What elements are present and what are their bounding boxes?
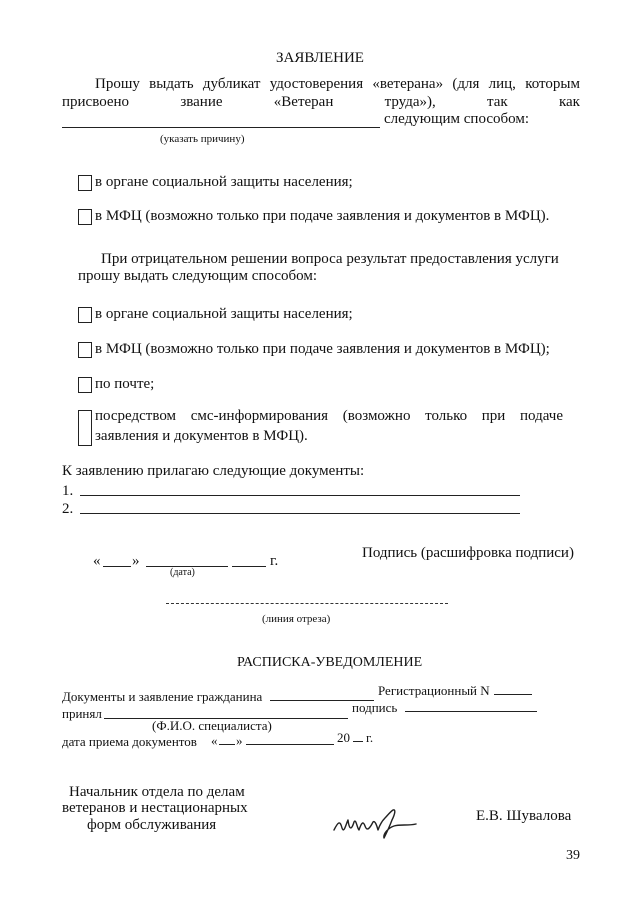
receipt-year-input[interactable]: [353, 741, 363, 742]
option-social-protection-label: в органе социальной защиты населения;: [95, 174, 353, 190]
cut-line: [166, 603, 448, 604]
attachment-input-2[interactable]: [80, 513, 520, 514]
footer-signer-name: Е.В. Шувалова: [476, 808, 572, 824]
receipt-date-label: дата приема документов: [62, 734, 197, 749]
intro-word: которым: [525, 76, 580, 92]
attachment-input-1[interactable]: [80, 495, 520, 496]
intro-word: звание: [180, 94, 223, 110]
neg-option-social-protection-label: в органе социальной защиты населения;: [95, 306, 353, 322]
sms-word: смс-информирования: [190, 408, 329, 424]
sms-word: (возможно: [342, 408, 411, 424]
attachments-heading: К заявлению прилагаю следующие документы:: [62, 463, 365, 479]
intro-line-1: [95, 76, 580, 93]
receipt-quote-open: «: [211, 733, 218, 748]
cut-line-caption: (линия отреза): [262, 613, 331, 625]
negative-intro-line-2: прошу выдать следующим способом:: [78, 268, 318, 284]
intro-word: выдать: [149, 76, 194, 92]
receipt-title: РАСПИСКА-УВЕДОМЛЕНИЕ: [237, 655, 423, 670]
checkbox-social-protection[interactable]: [78, 175, 92, 191]
intro-word: Прошу: [95, 76, 140, 92]
receipt-month-input[interactable]: [246, 744, 334, 745]
checkbox-neg-sms[interactable]: [78, 410, 92, 446]
date-caption: (дата): [170, 567, 195, 578]
reason-caption: (указать причину): [160, 133, 245, 145]
date-quote-open: «: [93, 553, 101, 569]
intro-word: дубликат: [202, 76, 261, 92]
document-title: ЗАЯВЛЕНИЕ: [276, 50, 364, 66]
receipt-signature-input[interactable]: [405, 711, 537, 712]
receipt-accepted-label: принял: [62, 706, 102, 721]
neg-option-sms-line-1: [95, 408, 563, 425]
receipt-reg-label: Регистрационный N: [378, 683, 490, 698]
receipt-quote-close: »: [236, 733, 243, 748]
intro-word: присвоено: [62, 94, 130, 110]
footer-position-line-1: Начальник отдела по делам: [69, 784, 245, 800]
checkbox-neg-mfc[interactable]: [78, 342, 92, 358]
receipt-year-prefix: 20: [337, 730, 350, 745]
neg-option-sms-line-2: заявления и документов в МФЦ).: [95, 428, 308, 444]
receipt-docs-label: Документы и заявление гражданина: [62, 689, 263, 704]
attachment-number-2: 2.: [62, 501, 74, 517]
negative-intro-line-1: При отрицательном решении вопроса результат предоставления услуги: [101, 251, 559, 267]
intro-word: «ветерана»: [372, 76, 444, 92]
receipt-year-suffix: г.: [366, 730, 374, 745]
intro-word: как: [558, 94, 580, 110]
sms-word: подаче: [520, 408, 563, 424]
intro-word: «Ветеран: [273, 94, 334, 110]
sms-word: только: [425, 408, 468, 424]
attachment-number-1: 1.: [62, 483, 74, 499]
intro-word: лиц,: [488, 76, 516, 92]
intro-line-3-tail: следующим способом:: [384, 111, 529, 127]
receipt-day-input[interactable]: [219, 744, 235, 745]
date-year-input[interactable]: [232, 566, 266, 567]
neg-option-mfc-label: в МФЦ (возможно только при подаче заявления и документов в МФЦ);: [95, 341, 550, 357]
intro-word: так: [487, 94, 508, 110]
date-year-suffix: г.: [270, 553, 279, 569]
receipt-signature-label: подпись: [352, 700, 398, 715]
option-mfc-label: в МФЦ (возможно только при подаче заявления и документов в МФЦ).: [95, 208, 550, 224]
date-day-input[interactable]: [103, 566, 131, 567]
date-quote-close: »: [132, 553, 140, 569]
intro-word: (для: [452, 76, 480, 92]
handwritten-signature: [330, 806, 426, 840]
footer-position-line-2: ветеранов и нестационарных: [62, 800, 248, 816]
intro-word: удостоверения: [269, 76, 364, 92]
page-number: 39: [566, 848, 580, 863]
intro-word: труда»),: [384, 94, 436, 110]
footer-position-line-3: форм обслуживания: [87, 817, 217, 833]
receipt-reg-number-input[interactable]: [494, 694, 532, 695]
receipt-fio-caption: (Ф.И.О. специалиста): [152, 718, 272, 733]
checkbox-mfc[interactable]: [78, 209, 92, 225]
reason-input-line[interactable]: [62, 127, 380, 128]
sms-word: посредством: [95, 408, 177, 424]
signature-label: Подпись (расшифровка подписи): [362, 545, 574, 561]
checkbox-neg-post[interactable]: [78, 377, 92, 393]
neg-option-post-label: по почте;: [95, 376, 155, 392]
sms-word: при: [481, 408, 506, 424]
intro-line-2: [62, 94, 580, 111]
checkbox-neg-social-protection[interactable]: [78, 307, 92, 323]
